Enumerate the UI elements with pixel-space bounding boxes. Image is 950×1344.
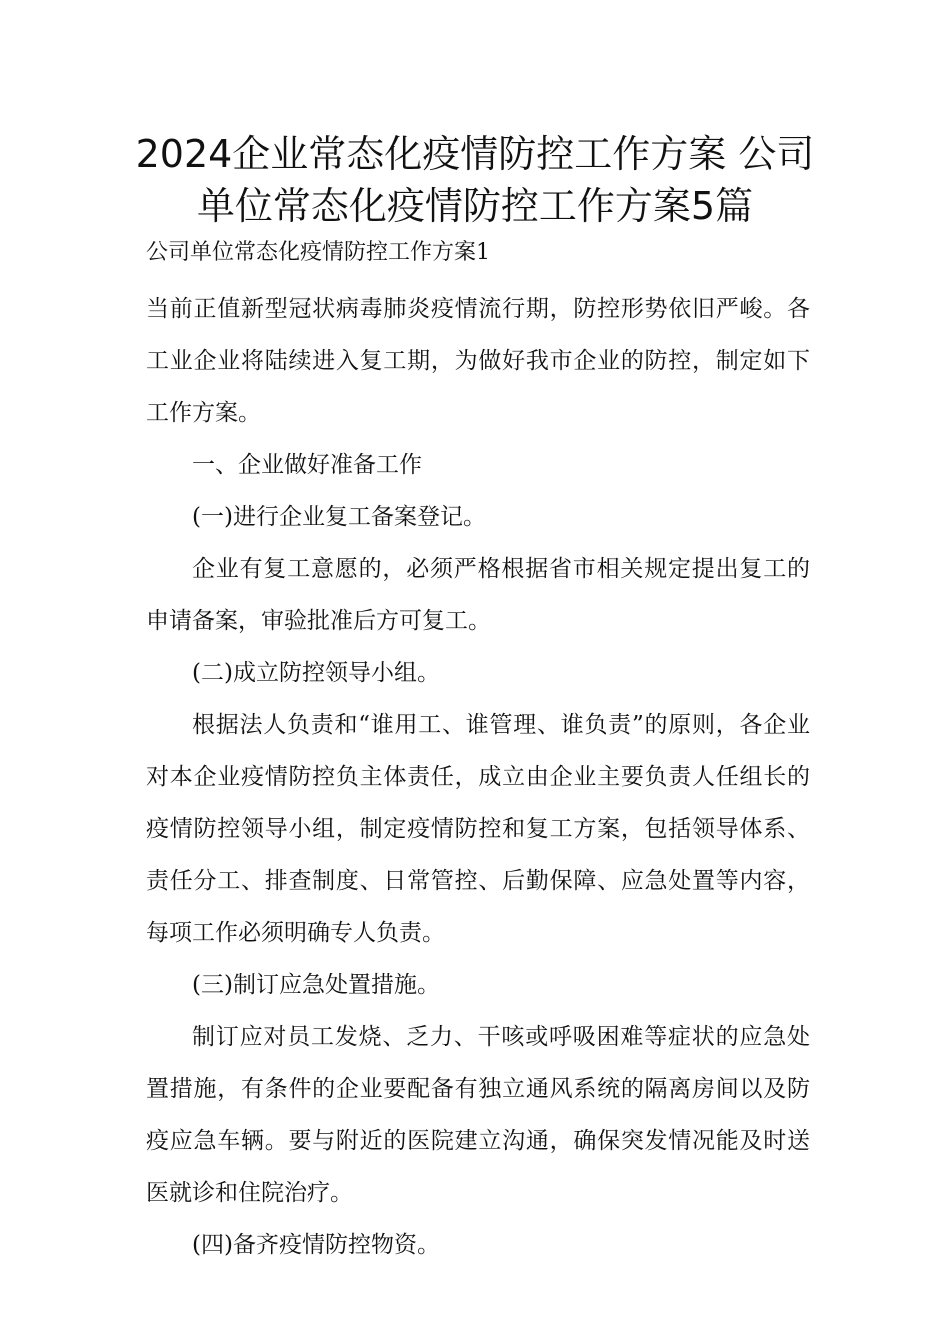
document-subtitle: 公司单位常态化疫情防控工作方案1 bbox=[146, 240, 490, 265]
document-body bbox=[146, 283, 810, 1271]
subsection-heading-2: (二)成立防控领导小组。 bbox=[192, 660, 440, 686]
subsection-heading-1: (一)进行企业复工备案登记。 bbox=[192, 504, 486, 530]
paragraph-emergency: 制订应对员工发烧、乏力、干咳或呼吸困难等症状的应急处置措施，有条件的企业要配备有独立通风系统的隔离房间以及防疫应急车辆。要与附近的医院建立沟通，确保突发情况能及时送医就诊和住院治疗。 bbox=[146, 1024, 810, 1206]
paragraph-leadership: 根据法人负责和“谁用工、谁管理、谁负责”的原则，各企业对本企业疫情防控负主体责任，成立由企业主要负责人任组长的疫情防控领导小组，制定疫情防控和复工方案，包括领导体系、责任分工、排查制度、日常管控、后勤保障、应急处置等内容，每项工作必须明确专人负责。 bbox=[146, 712, 810, 946]
subsection-heading-4: (四)备齐疫情防控物资。 bbox=[192, 1232, 440, 1258]
paragraph-filing: 企业有复工意愿的，必须严格根据省市相关规定提出复工的申请备案，审验批准后方可复工。 bbox=[146, 556, 810, 634]
document-title: 2024企业常态化疫情防控工作方案 公司单位常态化疫情防控工作方案5篇 bbox=[135, 132, 815, 228]
section-heading-1: 一、企业做好准备工作 bbox=[192, 452, 422, 478]
subsection-heading-3: (三)制订应急处置措施。 bbox=[192, 972, 440, 998]
paragraph-intro: 当前正值新型冠状病毒肺炎疫情流行期，防控形势依旧严峻。各工业企业将陆续进入复工期，为做好我市企业的防控，制定如下工作方案。 bbox=[146, 296, 810, 426]
